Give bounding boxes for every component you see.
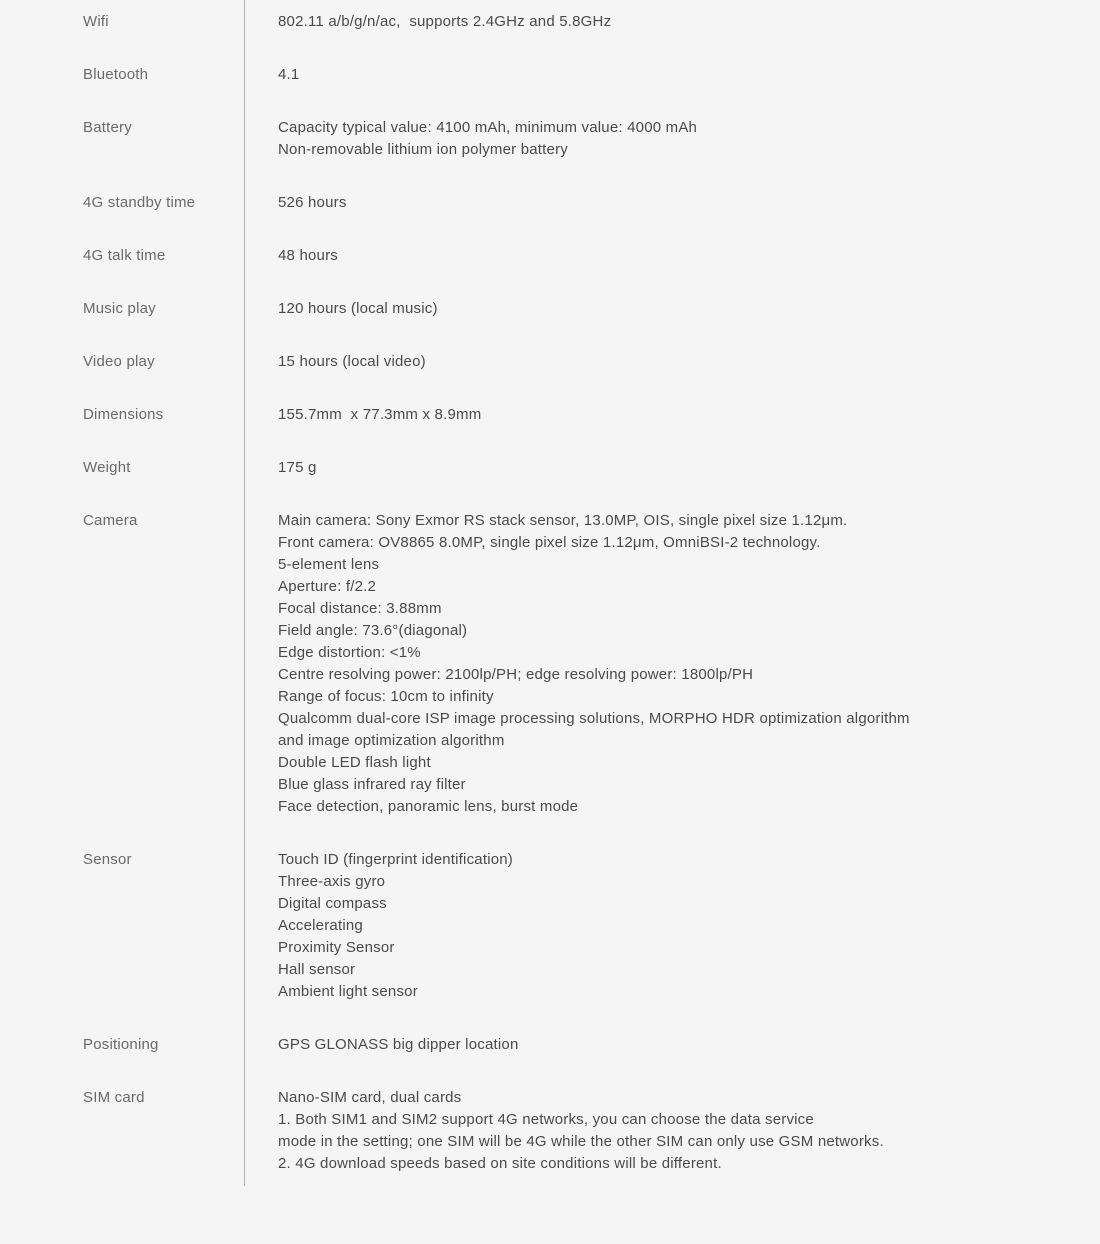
spec-value-line: 120 hours (local music) <box>278 300 438 317</box>
spec-value-line: 526 hours <box>278 194 347 211</box>
spec-row <box>0 404 1100 426</box>
spec-value-line: Front camera: OV8865 8.0MP, single pixel size 1.12μm, OmniBSI-2 technology. <box>278 534 821 551</box>
spec-row <box>0 64 1100 86</box>
spec-value-line: 48 hours <box>278 247 338 264</box>
spec-value-line: and image optimization algorithm <box>278 732 505 749</box>
spec-row <box>0 298 1100 320</box>
spec-row <box>0 245 1100 267</box>
spec-value-line: Centre resolving power: 2100lp/PH; edge resolving power: 1800lp/PH <box>278 666 754 683</box>
spec-value-line: Face detection, panoramic lens, burst mode <box>278 798 579 815</box>
spec-value-line: Nano-SIM card, dual cards <box>278 1089 462 1106</box>
spec-row <box>0 1087 1100 1175</box>
spec-row <box>0 510 1100 818</box>
spec-value-line: Main camera: Sony Exmor RS stack sensor, 13.0MP, OIS, single pixel size 1.12μm. <box>278 512 848 529</box>
spec-value-line: mode in the setting; one SIM will be 4G while the other SIM can only use GSM networks. <box>278 1133 884 1150</box>
spec-value-line: Aperture: f/2.2 <box>278 578 377 595</box>
spec-value <box>244 351 1100 373</box>
spec-value-line: Double LED flash light <box>278 754 431 771</box>
spec-row <box>0 1034 1100 1056</box>
spec-value-line: 15 hours (local video) <box>278 353 426 370</box>
spec-value <box>244 117 1100 161</box>
spec-value <box>244 64 1100 86</box>
spec-label-wifi: Wifi <box>83 13 109 30</box>
spec-value-line: Non-removable lithium ion polymer battery <box>278 141 568 158</box>
spec-value-line: Blue glass infrared ray filter <box>278 776 466 793</box>
spec-label-4g-standby-time: 4G standby time <box>83 194 196 211</box>
column-divider <box>244 0 245 1186</box>
spec-row <box>0 457 1100 479</box>
spec-value-line: GPS GLONASS big dipper location <box>278 1036 519 1053</box>
spec-value-line: 175 g <box>278 459 317 476</box>
spec-value <box>244 849 1100 1003</box>
spec-row <box>0 11 1100 33</box>
spec-value-line: 4.1 <box>278 66 300 83</box>
spec-value-line: Focal distance: 3.88mm <box>278 600 442 617</box>
spec-value-line: Field angle: 73.6°(diagonal) <box>278 622 468 639</box>
spec-label-music-play: Music play <box>83 300 156 317</box>
spec-value-line: 5-element lens <box>278 556 380 573</box>
spec-rows <box>0 11 1100 1175</box>
spec-value-line: Ambient light sensor <box>278 983 418 1000</box>
spec-value <box>244 510 1100 818</box>
spec-value-line: 1. Both SIM1 and SIM2 support 4G networks, you can choose the data service <box>278 1111 814 1128</box>
spec-value-line: 2. 4G download speeds based on site conditions will be different. <box>278 1155 722 1172</box>
spec-label-dimensions: Dimensions <box>83 406 164 423</box>
spec-value <box>244 1034 1100 1056</box>
spec-row <box>0 117 1100 161</box>
spec-value-line: Hall sensor <box>278 961 356 978</box>
spec-value <box>244 404 1100 426</box>
spec-value-line: 155.7mm x 77.3mm x 8.9mm <box>278 406 482 423</box>
spec-value-line: Touch ID (fingerprint identification) <box>278 851 514 868</box>
spec-value <box>244 1087 1100 1175</box>
spec-label-sim-card: SIM card <box>83 1089 145 1106</box>
spec-value-line: Digital compass <box>278 895 387 912</box>
spec-value <box>244 298 1100 320</box>
spec-value-line: Capacity typical value: 4100 mAh, minimum value: 4000 mAh <box>278 119 698 136</box>
spec-value <box>244 457 1100 479</box>
spec-row <box>0 849 1100 1003</box>
spec-row <box>0 192 1100 214</box>
spec-label-positioning: Positioning <box>83 1036 159 1053</box>
spec-label-4g-talk-time: 4G talk time <box>83 247 166 264</box>
spec-value-line: 802.11 a/b/g/n/ac, supports 2.4GHz and 5.8GHz <box>278 13 612 30</box>
spec-value <box>244 245 1100 267</box>
spec-value-line: Edge distortion: <1% <box>278 644 421 661</box>
spec-value-line: Qualcomm dual-core ISP image processing solutions, MORPHO HDR optimization algorithm <box>278 710 910 727</box>
spec-value-line: Range of focus: 10cm to infinity <box>278 688 494 705</box>
spec-value-line: Three-axis gyro <box>278 873 386 890</box>
spec-value <box>244 192 1100 214</box>
spec-label-video-play: Video play <box>83 353 155 370</box>
spec-row <box>0 351 1100 373</box>
spec-label-battery: Battery <box>83 119 132 136</box>
spec-value <box>244 11 1100 33</box>
spec-value-line: Accelerating <box>278 917 363 934</box>
spec-label-bluetooth: Bluetooth <box>83 66 149 83</box>
spec-label-weight: Weight <box>83 459 131 476</box>
spec-label-sensor: Sensor <box>83 851 132 868</box>
spec-label-camera: Camera <box>83 512 138 529</box>
spec-value-line: Proximity Sensor <box>278 939 395 956</box>
